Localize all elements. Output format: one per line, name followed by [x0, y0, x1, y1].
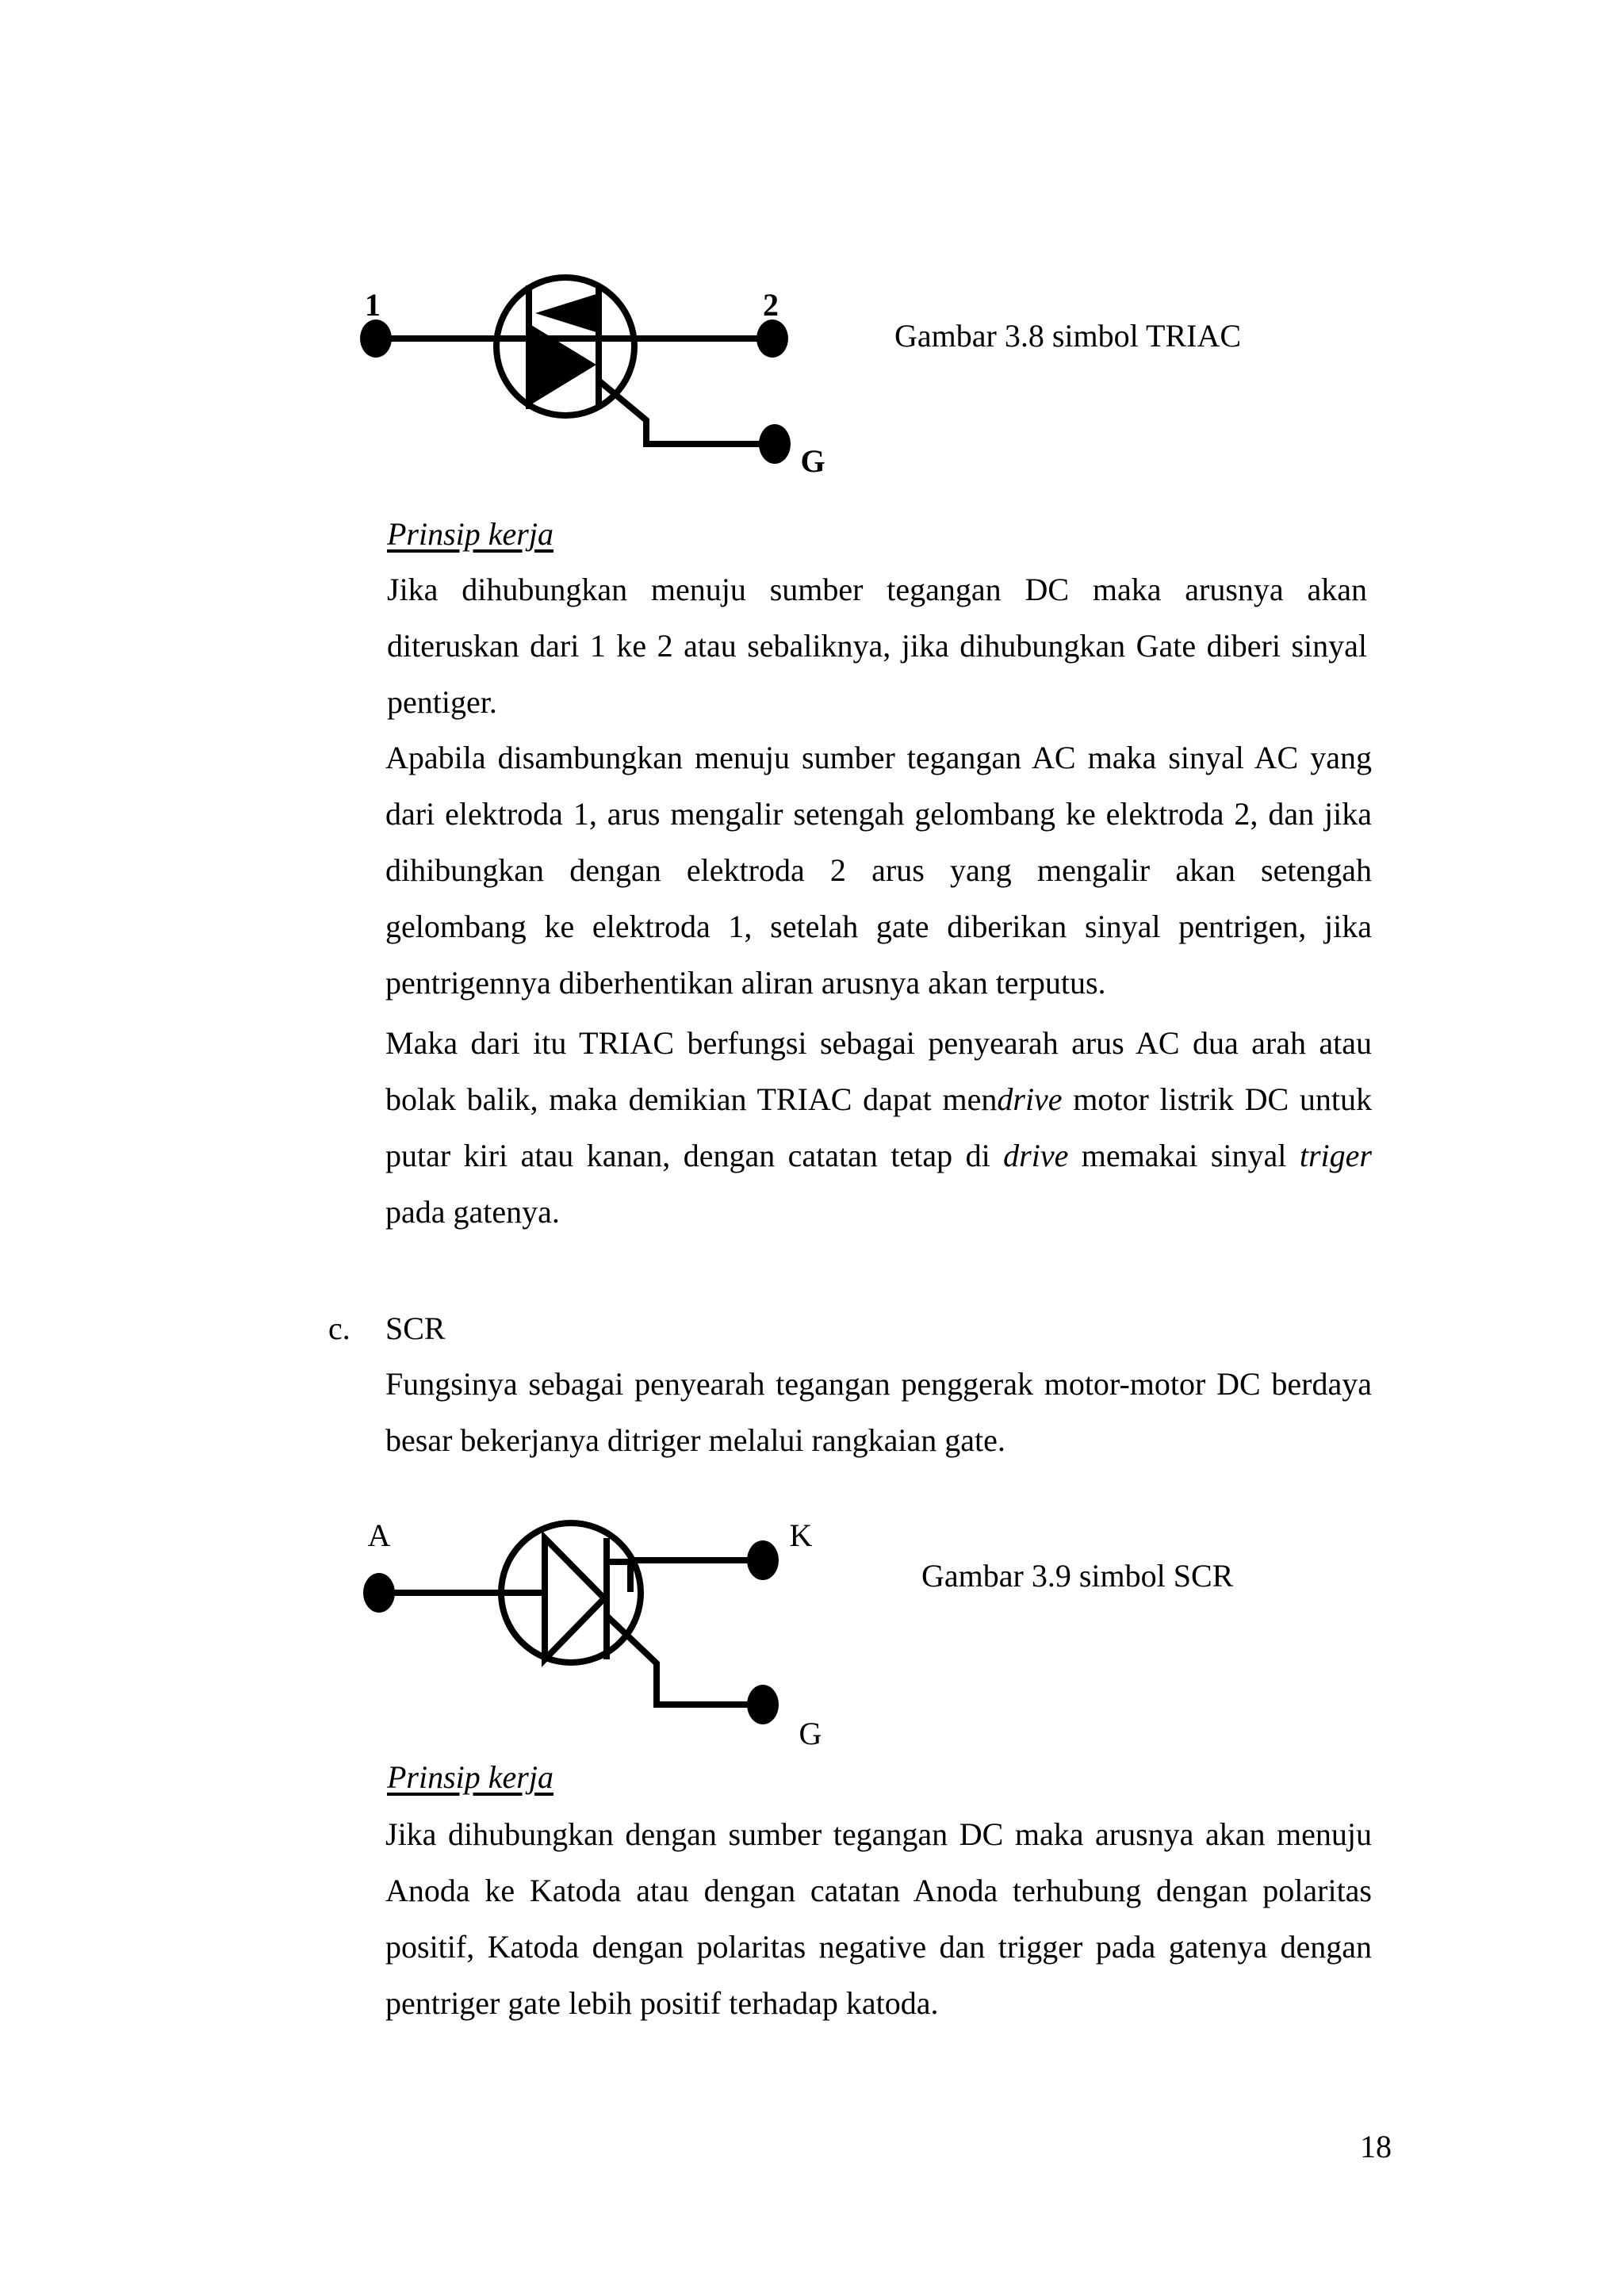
scr-lead-cathode — [607, 1560, 757, 1562]
scr-label-cathode: K — [789, 1517, 813, 1553]
scr-terminal-gate-dot — [747, 1685, 779, 1724]
triac-p3-emphasis-drive-1: drive — [997, 1081, 1063, 1117]
triac-principle-heading: Prinsip kerja — [387, 516, 553, 552]
page-number: 18 — [1360, 2129, 1392, 2164]
scr-description: Fungsinya sebagai penyearah tegangan penggerak motor-motor DC berdaya besar bekerjanya ditriger melalui rangkaian gate. — [385, 1366, 1372, 1458]
triac-p3-emphasis-triger: triger — [1299, 1138, 1372, 1173]
scr-paragraph-1-block — [385, 1806, 1372, 2031]
scr-figure-caption: Gambar 3.9 simbol SCR — [921, 1558, 1234, 1594]
scr-section-marker: c. — [328, 1311, 350, 1346]
scr-symbol-figure — [349, 1517, 856, 1751]
triac-paragraph-1: Jika dihubungkan menuju sumber tegangan DC maka arusnya akan diteruskan dari 1 ke 2 atau sebaliknya, jika dihubungkan Gate diberi sinyal pentiger. — [387, 572, 1367, 720]
triac-paragraph-2-block — [385, 729, 1372, 1011]
triac-label-2: 2 — [763, 287, 779, 323]
triac-paragraph-2: Apabila disambungkan menuju sumber tegangan AC maka sinyal AC yang dari elektroda 1, arus mengalir setengah gelombang ke elektroda 2, dan jika dihibungkan dengan elektroda 2 arus yang mengalir akan setengah gelombang ke elektroda 1, setelah gate diberikan sinyal pentrigen, jika pentrigennya diberhentikan aliran arusnya akan terputus. — [385, 740, 1372, 1001]
scr-terminal-anode-dot — [363, 1573, 395, 1613]
triac-paragraph-1-block — [387, 561, 1367, 730]
scr-label-anode: A — [367, 1517, 391, 1553]
triac-p3-part-2: motor listrik DC untuk putar kiri atau kanan, dengan catatan tetap di — [385, 1081, 1372, 1173]
triac-symbol-diagram — [341, 277, 848, 484]
triac-terminal-1-dot — [360, 320, 392, 358]
triac-terminal-gate-dot — [759, 424, 791, 464]
scr-label-gate: G — [799, 1716, 822, 1751]
scr-paragraph-1: Jika dihubungkan dengan sumber tegangan DC maka arusnya akan menuju Anoda ke Katoda atau dengan catatan Anoda terhubung dengan polaritas positif, Katoda dengan polaritas negative dan trigger pada gatenya dengan pentriger gate lebih positif terhadap katoda. — [385, 1816, 1372, 2021]
triac-p3-part-3: memakai sinyal — [1068, 1138, 1300, 1173]
triac-paragraph-3-block — [385, 1015, 1372, 1240]
scr-principle-heading: Prinsip kerja — [387, 1759, 553, 1795]
triac-p3-part-4: pada gatenya. — [385, 1194, 560, 1230]
scr-section-title: SCR — [385, 1311, 446, 1346]
triac-triangle-upper — [535, 293, 599, 333]
scr-triangle — [545, 1538, 604, 1659]
triac-symbol-figure — [341, 277, 848, 484]
triac-label-gate: G — [800, 443, 825, 479]
triac-terminal-2-dot — [756, 320, 788, 358]
triac-figure-caption: Gambar 3.8 simbol TRIAC — [894, 318, 1242, 354]
scr-terminal-cathode-dot — [747, 1540, 779, 1580]
triac-p3-emphasis-drive-2: drive — [1003, 1138, 1069, 1173]
scr-symbol-diagram — [349, 1517, 856, 1751]
triac-paragraph-3 — [385, 1015, 1372, 1240]
scr-description-block — [385, 1356, 1372, 1468]
triac-label-1: 1 — [365, 287, 381, 323]
triac-p3-part-1: Maka dari itu TRIAC berfungsi sebagai penyearah arus AC dua arah atau bolak balik, maka demikian TRIAC dapat men — [385, 1025, 1372, 1117]
triac-gate-lead — [599, 381, 769, 444]
